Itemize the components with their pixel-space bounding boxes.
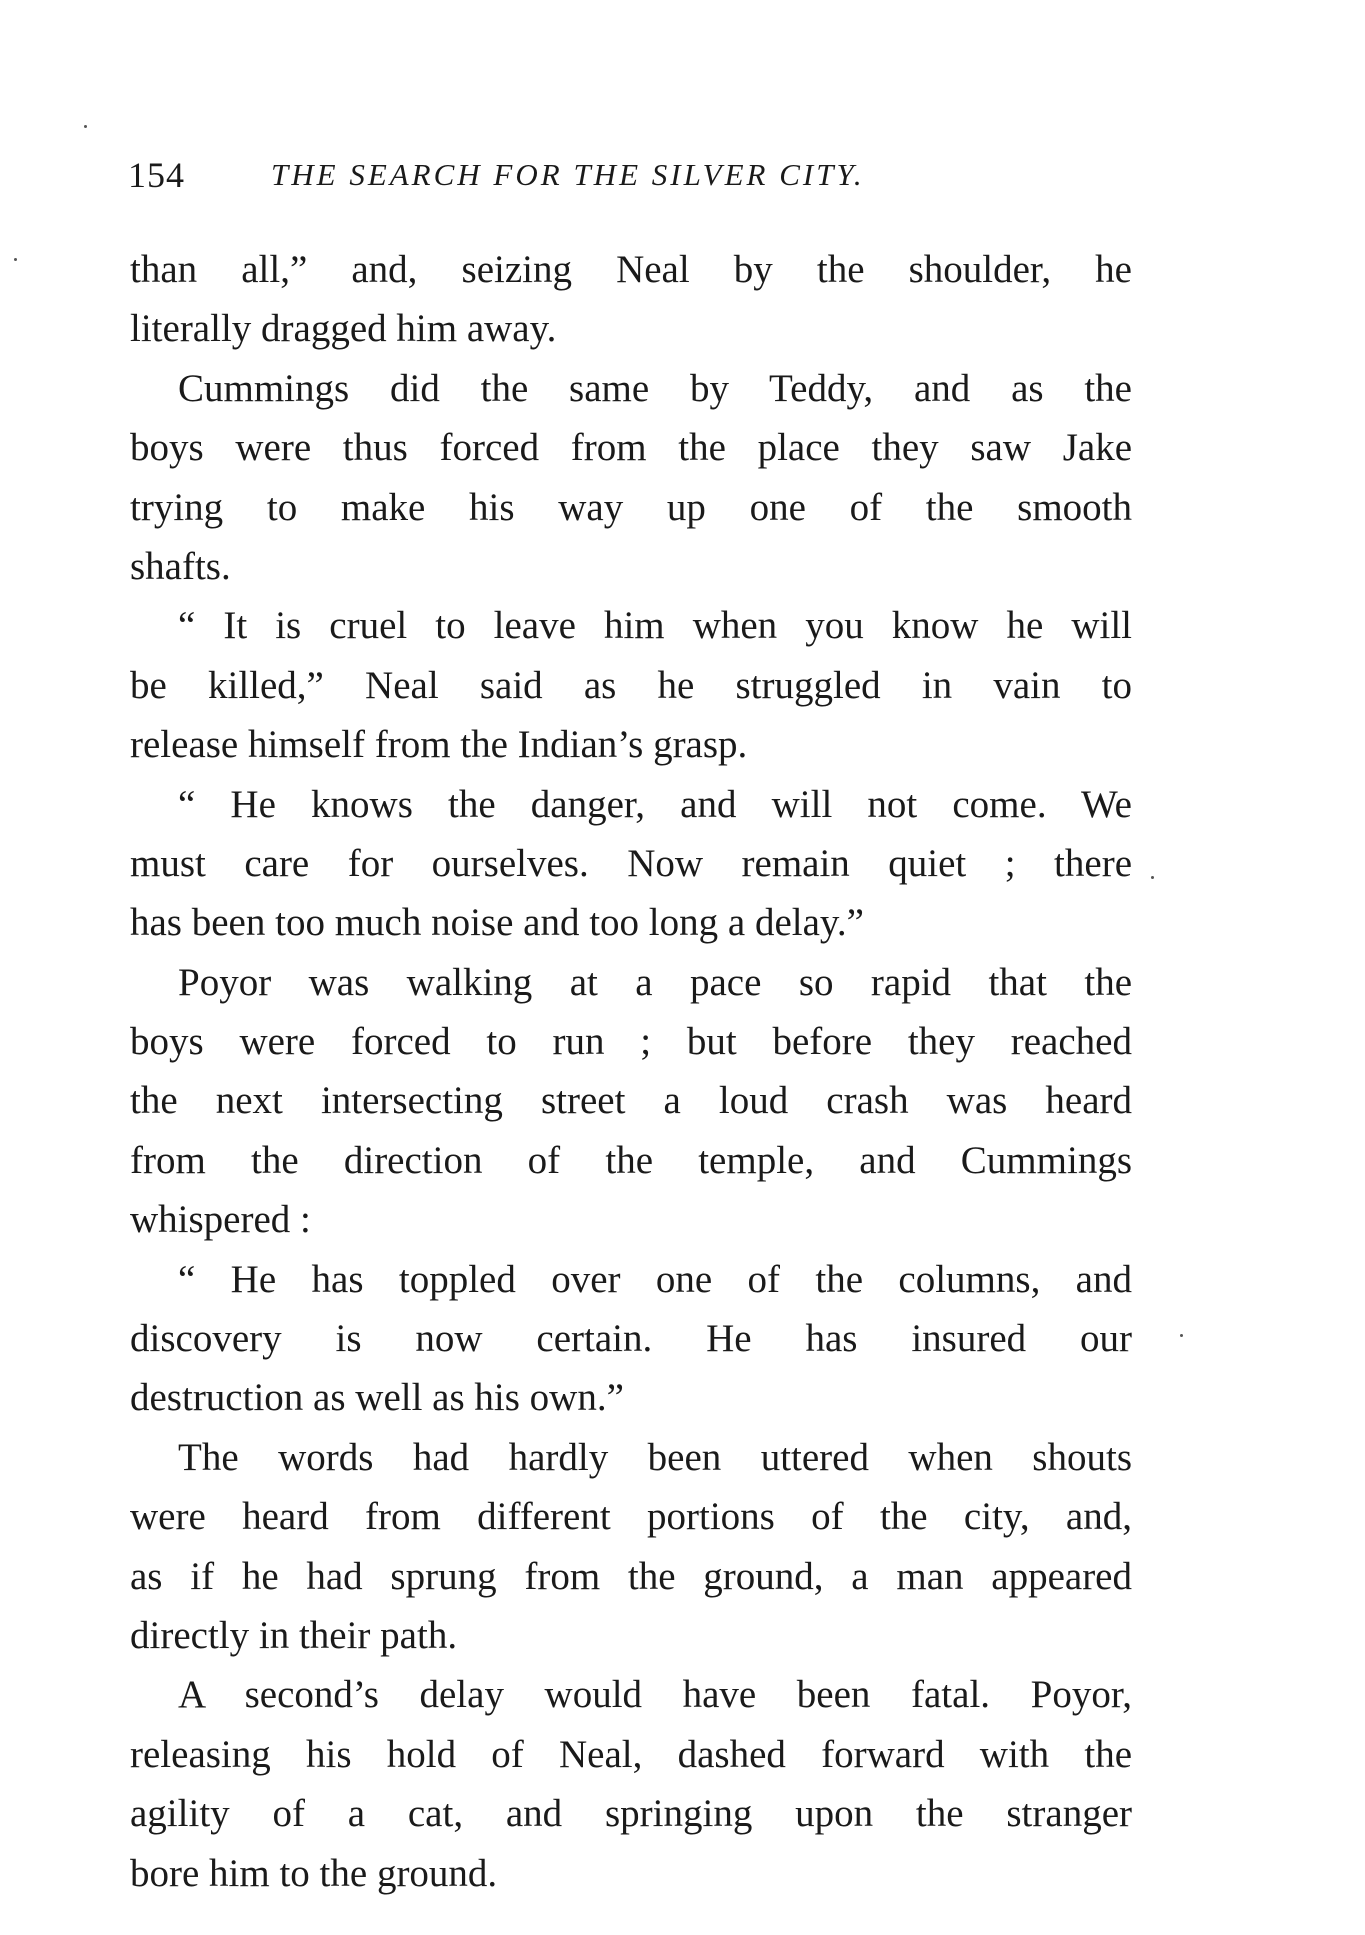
text-line: shafts. [130,544,231,588]
text-line: The words had hardly been uttered when shouts [178,1435,1132,1479]
scan-speck [1180,1334,1183,1337]
text-line: bore him to the ground. [130,1851,498,1895]
text-line: agility of a cat, and springing upon the stranger [130,1792,1132,1836]
scan-speck [14,258,17,261]
running-title: THE SEARCH FOR THE SILVER CITY. [271,157,865,192]
text-line: A second’s delay would have been fatal. Poyor, [178,1673,1132,1717]
text-line: Poyor was walking at a pace so rapid that the [178,960,1132,1004]
paragraph [130,953,1132,1250]
scan-speck [84,125,87,128]
paragraph [130,1250,1132,1428]
text-line: than all,” and, seizing Neal by the shoulder, he [130,248,1132,291]
text-line: “ It is cruel to leave him when you know he will [178,604,1132,648]
text-line: as if he had sprung from the ground, a man appeared [130,1554,1132,1598]
text-line: literally dragged him away. [130,307,557,351]
text-line: trying to make his way up one of the smooth [130,485,1132,529]
text-line: directly in their path. [130,1613,458,1657]
page-header [128,150,1128,200]
text-line: release himself from the Indian’s grasp. [130,723,748,767]
paragraph [130,596,1132,774]
text-line: releasing his hold of Neal, dashed forward with the [130,1732,1132,1776]
text-line: boys were thus forced from the place they saw Jake [130,426,1132,470]
text-line: “ He knows the danger, and will not come. We [178,782,1132,826]
text-line: the next intersecting street a loud crash was heard [130,1079,1132,1123]
paragraph [130,359,1132,597]
body-text [130,240,1132,1903]
page-number: 154 [128,155,185,195]
text-line: boys were forced to run ; but before they reached [130,1020,1132,1064]
text-line: from the direction of the temple, and Cummings [130,1138,1132,1182]
paragraph [130,1665,1132,1903]
text-line: discovery is now certain. He has insured our [130,1317,1132,1361]
text-line: “ He has toppled over one of the columns, and [178,1257,1132,1301]
text-line: Cummings did the same by Teddy, and as the [178,366,1132,410]
text-line: be killed,” Neal said as he struggled in vain to [130,663,1132,707]
text-line: destruction as well as his own.” [130,1376,624,1420]
paragraph [130,1428,1132,1666]
text-line: has been too much noise and too long a delay.” [130,901,864,945]
scan-speck [1151,876,1154,879]
text-line: must care for ourselves. Now remain quiet ; there [130,841,1132,885]
paragraph [130,240,1132,359]
text-line: were heard from different portions of the city, and, [130,1495,1132,1539]
paragraph [130,775,1132,953]
text-line: whispered : [130,1198,311,1242]
